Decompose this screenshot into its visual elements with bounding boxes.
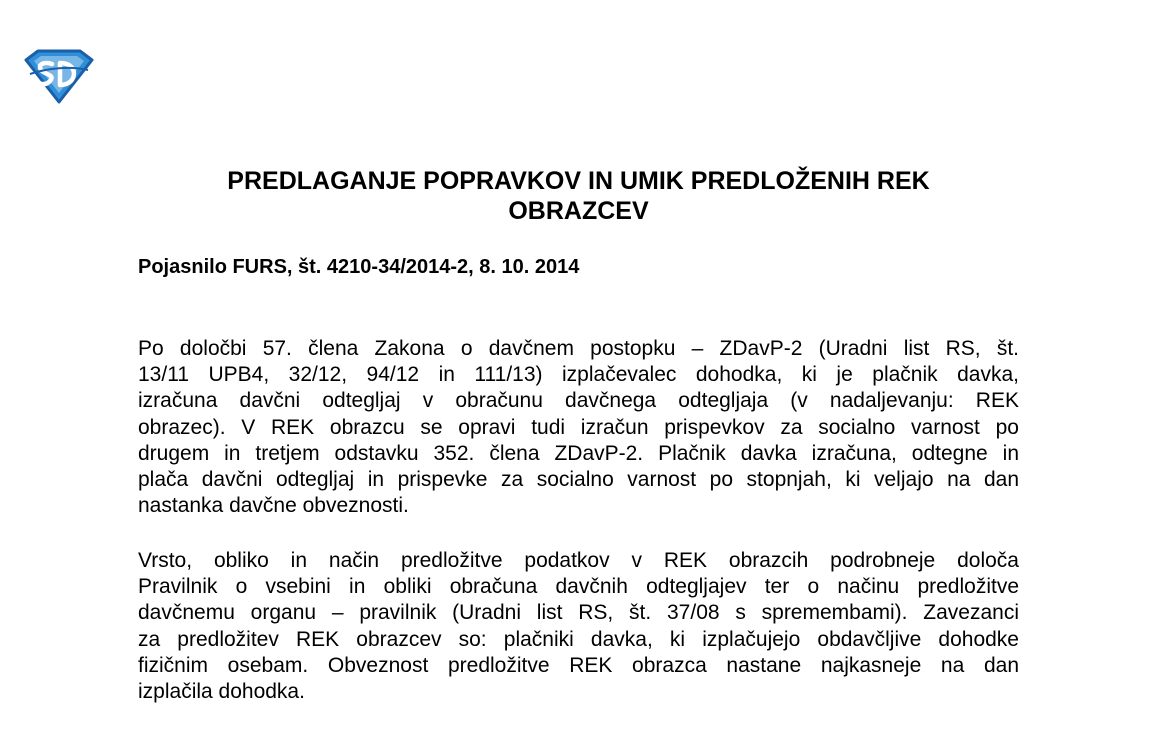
paragraph-line: izračuna davčni odtegljaj v obračunu davčnega odtegljaja (v nadaljevanju: REK	[138, 389, 1019, 413]
paragraph-line: Vrsto, obliko in način predložitve podatkov v REK obrazcih podrobneje določa	[138, 549, 1019, 572]
paragraph-line: nastanka davčne obveznosti.	[138, 494, 409, 518]
paragraph-line: Pravilnik o vsebini in obliki obračuna davčnih odtegljajev ter o načinu predložitve	[138, 575, 1019, 599]
document-title	[138, 166, 1019, 226]
paragraph-line: obrazec). V REK obrazcu se opravi tudi izračun prispevkov za socialno varnost po	[138, 415, 1019, 439]
document-subtitle: Pojasnilo FURS, št. 4210-34/2014-2, 8. 10. 2014	[138, 256, 580, 278]
paragraph-line: za predložitev REK obrazcev so: plačniki davka, ki izplačujejo obdavčljive dohodke	[138, 627, 1019, 651]
body-paragraph	[138, 336, 1019, 519]
body-paragraph	[138, 548, 1019, 705]
paragraph-line: drugem in tretjem odstavku 352. člena ZDavP-2. Plačnik davka izračuna, odtegne in	[138, 441, 1019, 465]
paragraph-line: 13/11 UPB4, 32/12, 94/12 in 111/13) izplačevalec dohodka, ki je plačnik davka,	[138, 363, 1019, 387]
paragraph-line: izplačila dohodka.	[138, 679, 305, 703]
paragraph-line: fizičnim osebam. Obveznost predložitve REK obrazca nastane najkasneje na dan	[138, 653, 1019, 677]
paragraph-line: davčnemu organu – pravilnik (Uradni list RS, št. 37/08 s spremembami). Zavezanci	[138, 601, 1019, 625]
company-logo-icon	[22, 48, 96, 104]
document-title-line: OBRAZCEV	[508, 197, 649, 225]
paragraph-line: plača davčni odtegljaj in prispevke za socialno varnost po stopnjah, ki veljajo na dan	[138, 467, 1019, 491]
paragraph-line: Po določbi 57. člena Zakona o davčnem postopku – ZDavP-2 (Uradni list RS, št.	[138, 337, 1019, 360]
document-title-line: PREDLAGANJE POPRAVKOV IN UMIK PREDLOŽENIH REK	[227, 167, 930, 195]
